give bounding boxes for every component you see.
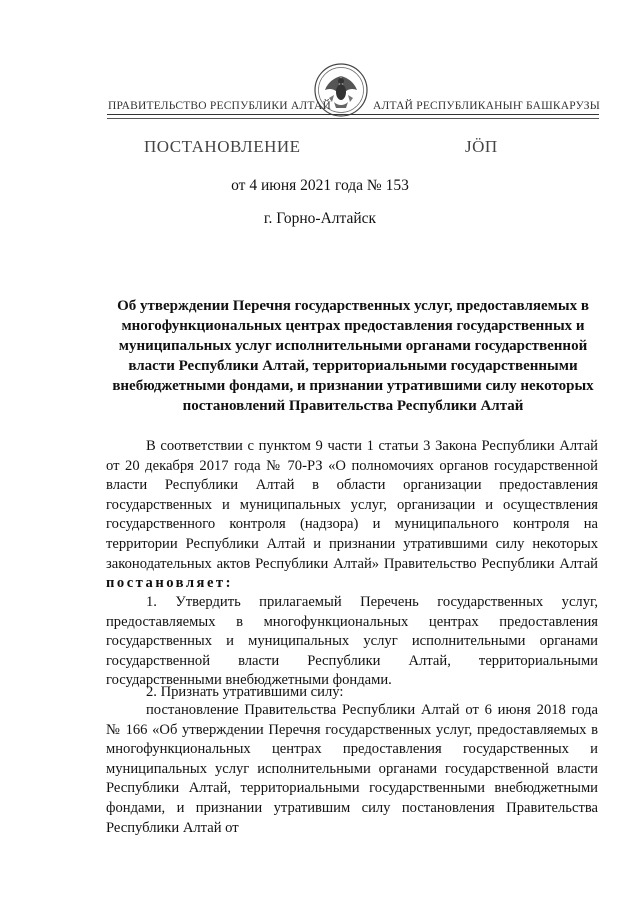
header-rule-thin: [107, 118, 599, 119]
paragraph-item-2: 2. Признать утратившими силу:: [146, 684, 344, 700]
document-type: ПОСТАНОВЛЕНИЕ: [144, 137, 301, 156]
paragraph-preamble-emphasis: постановляет:: [106, 575, 233, 592]
document-date-number: от 4 июня 2021 года № 153: [231, 177, 409, 194]
header-government-name-altai: АЛТАЙ РЕСПУБЛИКАНЫҤ БАШКАРУЗЫ: [373, 100, 600, 112]
header-government-name: ПРАВИТЕЛЬСТВО РЕСПУБЛИКИ АЛТАЙ: [108, 100, 332, 112]
paragraph-item-2-detail: постановление Правительства Республики Алтай от 6 июня 2018 года № 166 «Об утверждении Перечня государственных услуг, предоставляемых в многофункциональных центрах предоставления государственных и муниципальных услуг исполнительными органами государственной власти Республики Алтай, территориальными государственными внебюджетными фондами, и признании утратившим силу постановления Правительства Республики Алтай от: [106, 702, 598, 836]
paragraph-preamble: [106, 437, 598, 594]
document-city: г. Горно-Алтайск: [263, 210, 377, 227]
paragraph-preamble-text: В соответствии с пунктом 9 части 1 статьи 3 Закона Республики Алтай от 20 декабря 2017 года № 70-РЗ «О полномочиях органов государственной власти Республики Алтай в области организации предоставления государственных и муниципальных услуг, организации и осуществления государственного контроля (надзора) и муниципального контроля на территории Республики Алтай и признании утратившими силу некоторых законодательных актов Республики Алтай» Правительство Республики Алтай: [106, 438, 598, 572]
paragraph-item-1: 1. Утвердить прилагаемый Перечень государственных услуг, предоставляемых в многофункциональных центрах предоставления государственных и муниципальных услуг исполнительными органами государственной власти Республики Алтай, территориальными государственными внебюджетными фондами.: [106, 594, 598, 689]
document-title: Об утверждении Перечня государственных услуг, предоставляемых в многофункциональных центрах предоставления государственных и муниципальных услуг исполнительными органами государственной власти Республики Алтай, территориальными государственными внебюджетными фондами, и признании утратившими силу некоторых постановлений Правительства Республики Алтай: [112, 298, 594, 414]
document-type-altai: JӦП: [465, 137, 498, 156]
header-rule: [107, 114, 599, 115]
